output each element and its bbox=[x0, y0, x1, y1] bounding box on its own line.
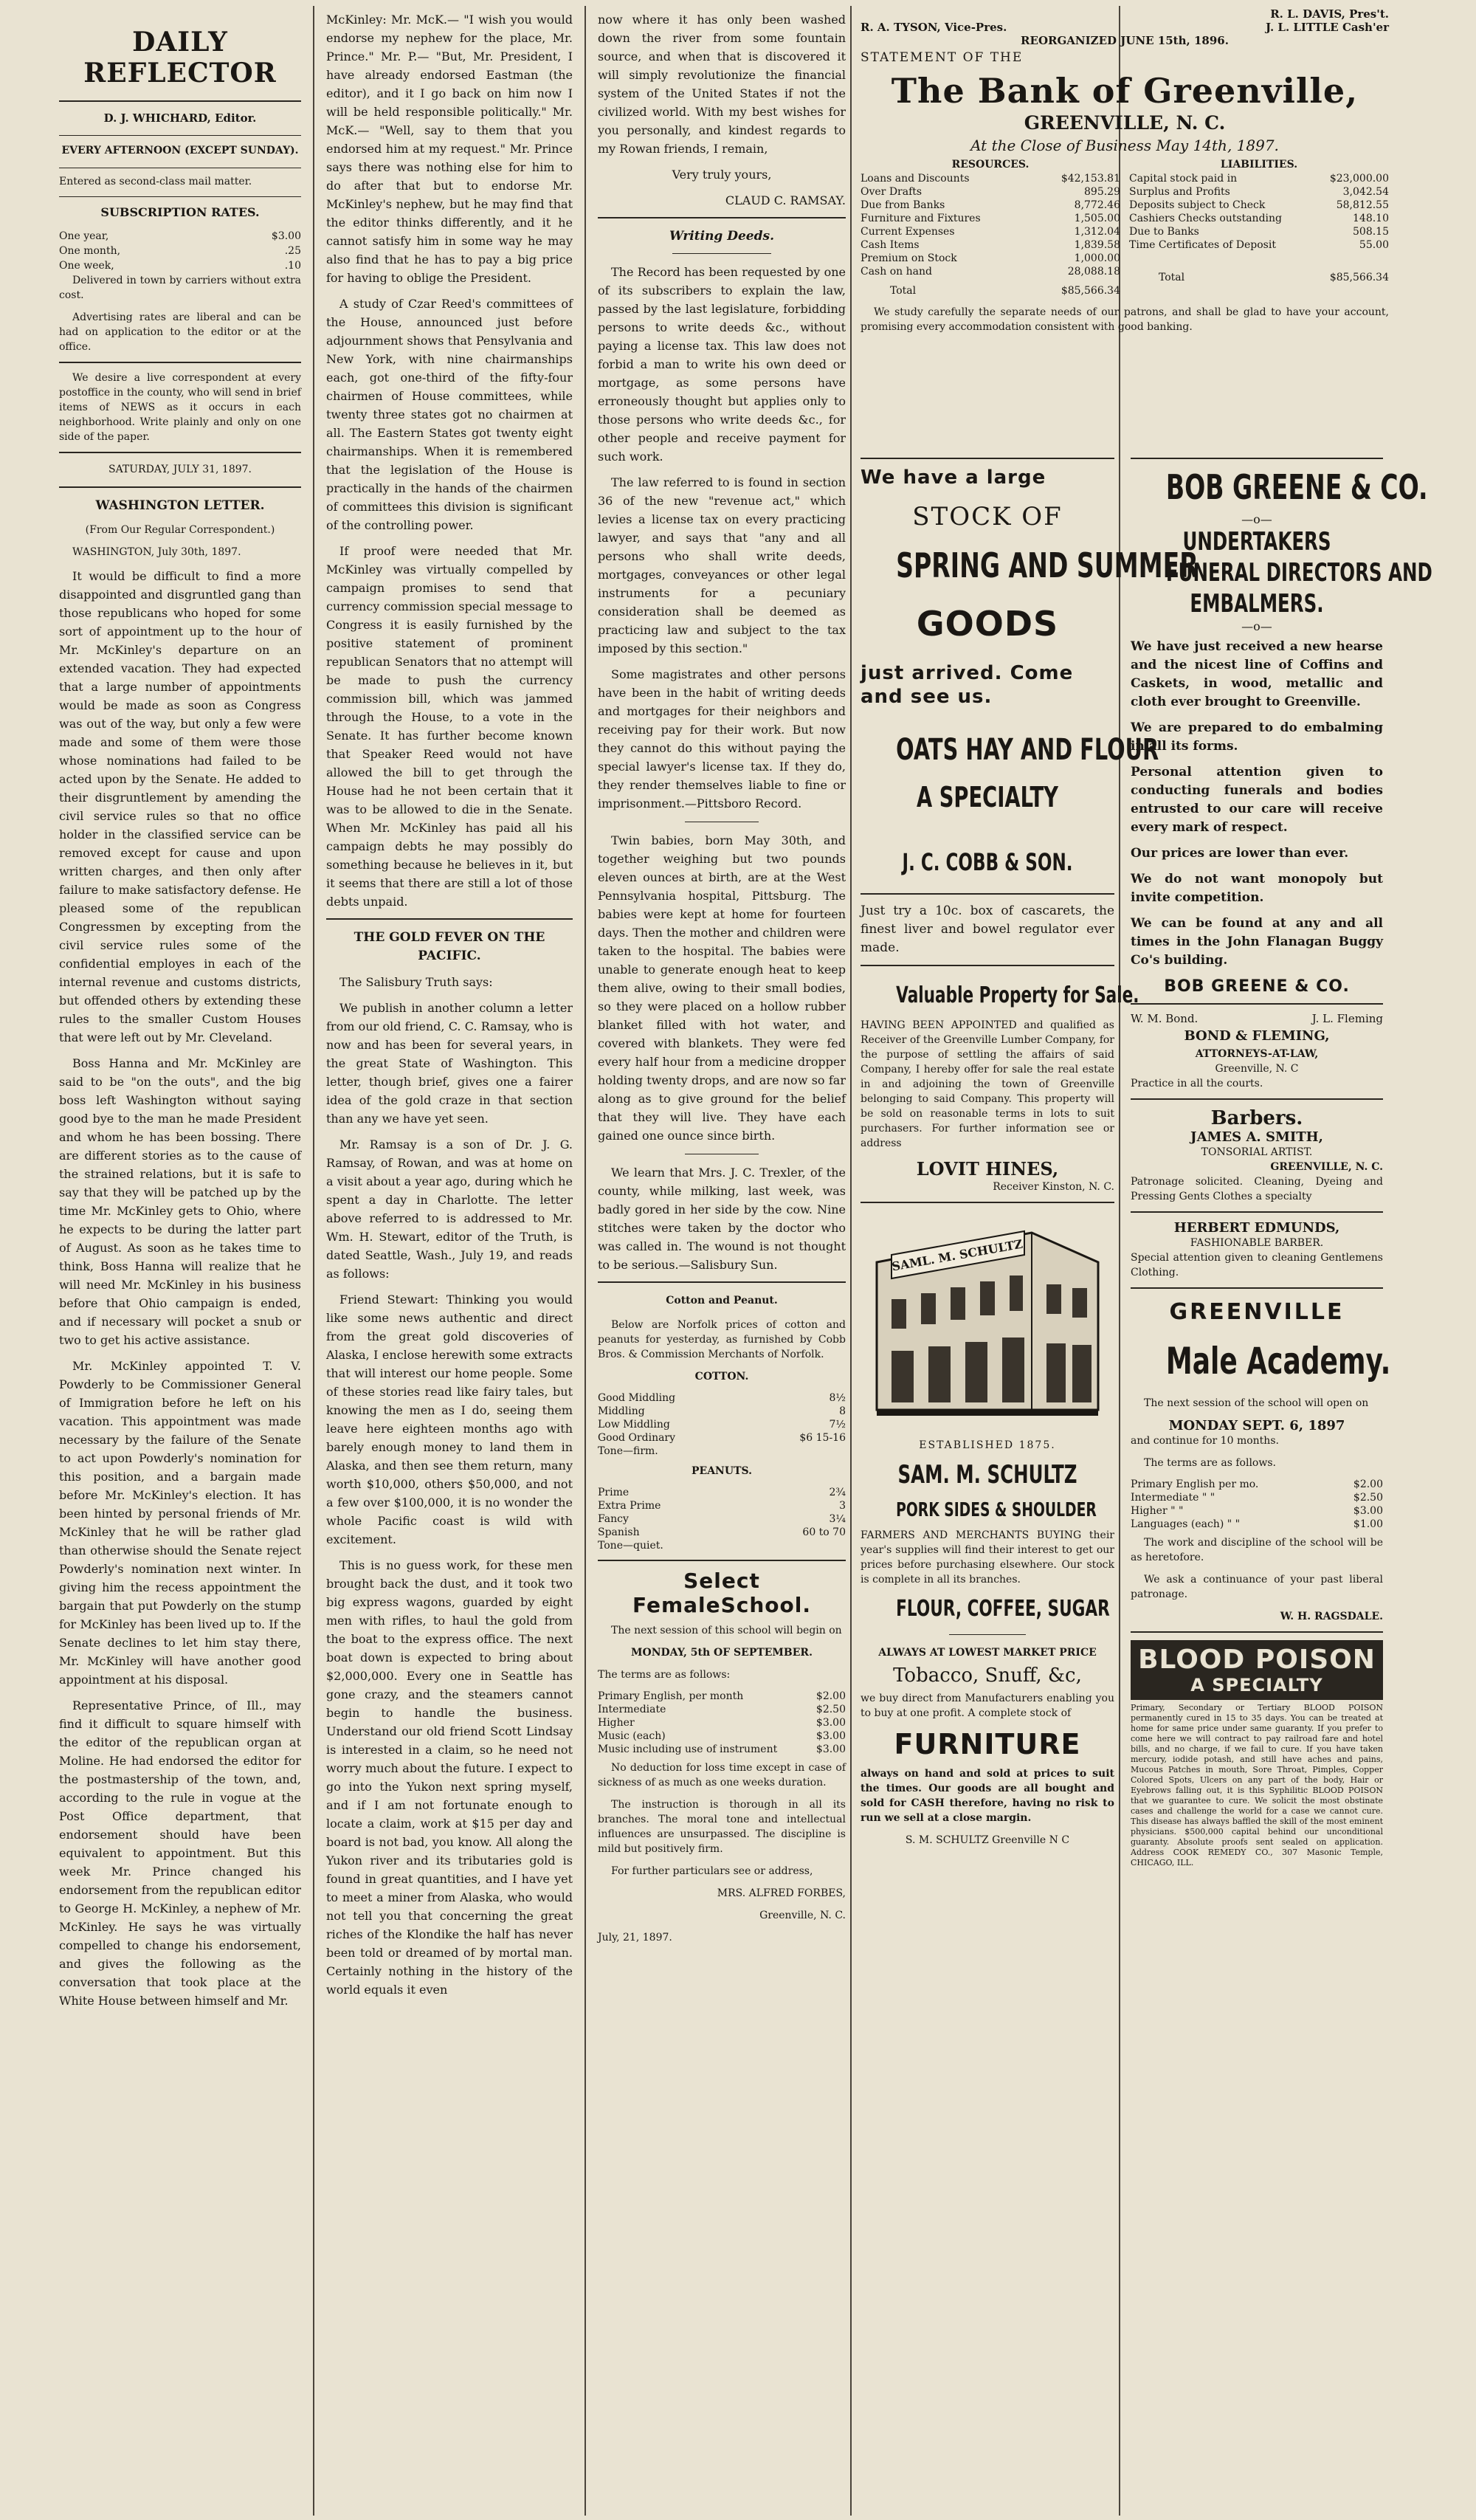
cobb-arrived: just arrived. Come and see us. bbox=[861, 662, 1074, 708]
bond-name: W. M. Bond. bbox=[1131, 1012, 1199, 1025]
academy-town: GREENVILLE bbox=[1169, 1299, 1345, 1325]
schultz-name: SAM. M. SCHULTZ bbox=[897, 1460, 1077, 1490]
bond-title: ATTORNEYS-AT-LAW, bbox=[1195, 1048, 1319, 1060]
cascarets-ad: Just try a 10c. box of cascarets, the finest liver and bowel regulator ever made. bbox=[861, 903, 1114, 955]
article-paragraph: Representative Prince, of Ill., may find it difficult to square himself with the editor of the republican organ at Moline. He had endorsed the editor for the postmastership of the town, and, according to the rule in vogue at the Post Office department, that endorsement should have been equivalent to appointment. But this week Mr. Prince changed his endorsement from the republican editor to George H. McKinley, a nephew of Mr. McKinley. He says he was virtually compelled to change his endorsement, and gives the following as the conversation that took place at the White House between himself and Mr. bbox=[59, 1698, 301, 2008]
statement-of: STATEMENT OF THE bbox=[861, 50, 1024, 65]
masthead: DAILY REFLECTOR bbox=[83, 27, 277, 89]
article-paragraph: We publish in another column a letter from our old friend, C. C. Ramsay, who is now and has been for several years, in the great State of Washington. This letter, though brief, gives one a fairer idea of the gold craze in that section than any we have yet seen. bbox=[326, 1001, 573, 1126]
column-3 bbox=[587, 0, 856, 2520]
edmunds-body: Special attention given to cleaning Gentlemens Clothing. bbox=[1131, 1252, 1383, 1278]
bond-place: Greenville, N. C bbox=[1215, 1063, 1299, 1075]
bob-paragraph: We are prepared to do embalming in all its forms. bbox=[1131, 720, 1383, 754]
school-intro: The next session of this school will begin on bbox=[611, 1625, 842, 1636]
bob-paragraph: We can be found at any and all times in the John Flanagan Buggy Co's building. bbox=[1131, 916, 1383, 968]
school-note: No deduction for loss time except in case of sickness of as much as one weeks duration. bbox=[598, 1762, 846, 1789]
school-date: MONDAY, 5th OF SEPTEMBER. bbox=[631, 1647, 813, 1659]
article-paragraph: Friend Stewart: Thinking you would like some news authentic and direct from the great gold discoveries of Alaska, I enclose herewith some extracts that will interest our home people. Some of these stories read like fairy tales, but knowing the men as I do, seeing them leave here eighteen months ago with barely enough money to land them in Alaska, and then see them return, many worth $10,000, others $50,000, and not a few over $100,000, it is no wonder the whole Pacific coast is wild with excitement. bbox=[326, 1292, 573, 1546]
article-paragraph: McKinley: Mr. McK.— "I wish you would endorse my nephew for the place, Mr. Prince." Mr. P.— "But, Mr. President, I have already endorsed Eastman (the editor), and it I go back on him now I will be held responsible politically." Mr. McK.— "Well, say to them that you endorsed him at my request." Mr. Prince says there was nothing else for him to do after that but to endorse Mr. McKinley's nephew, but he may find that the editor thinks differently, and it he cannot satisfy him in some way he may also find that he has to pay a big price for having to oblige the President. bbox=[326, 13, 573, 285]
furniture-heading: FURNITURE bbox=[894, 1728, 1081, 1760]
bond-firm: BOND & FLEMING, bbox=[1184, 1028, 1330, 1044]
bob-signature: BOB GREENE & CO. bbox=[1164, 977, 1350, 996]
lowest-price-line: ALWAYS AT LOWEST MARKET PRICE bbox=[878, 1647, 1097, 1659]
article-paragraph: Mr. Ramsay is a son of Dr. J. G. Ramsay, of Rowan, and was at home on a visit about a year ago, during which he spent a day in Charlotte. The letter above referred to is addressed to Mr. Wm. H. Stewart, editor of the Truth, is dated Seattle, Wash., July 19, and reads as follows: bbox=[326, 1137, 573, 1281]
school-terms-table bbox=[598, 1690, 846, 1756]
academy-continue: and continue for 10 months. bbox=[1131, 1435, 1279, 1447]
liability-row: Capital stock paid in $23,000.00 bbox=[1129, 173, 1389, 185]
column-1 bbox=[49, 0, 311, 2520]
bank-officer-vp: R. A. TYSON, Vice-Pres. bbox=[861, 21, 1007, 34]
cobb-name: J. C. COBB & SON. bbox=[902, 848, 1073, 876]
flour-line: FLOUR, COFFEE, SUGAR bbox=[896, 1596, 1110, 1622]
resource-row: Cash on hand 28,088.18 bbox=[861, 266, 1120, 278]
rates-note: Delivered in town by carriers without extra cost. bbox=[59, 275, 301, 301]
cotton-row: Tone—firm. bbox=[598, 1445, 658, 1457]
market-title: Cotton and Peanut. bbox=[666, 1295, 778, 1307]
letter-closing: Very truly yours, bbox=[672, 168, 772, 182]
cotton-label: COTTON. bbox=[694, 1371, 749, 1383]
peanut-row: Prime 2¾ bbox=[598, 1487, 846, 1498]
resource-row: Current Expenses 1,312.04 bbox=[861, 226, 1120, 238]
article-paragraph: Boss Hanna and Mr. McKinley are said to be "on the outs", and the big boss left Washington without saying good bye to the man he made President and whom he has been bossing. There are different stories as to the cause of the strained relations, but it is safe to say that they will be patched up by the time Mr. McKinley gets to Ohio, where he expects to be during the latter part of August. As soon as he takes time to think, Boss Hanna will realize that he will need Mr. McKinley in his business before that Ohio campaign is ended, and if necessary will pocket a snub or two to get his active assistance. bbox=[59, 1056, 301, 1347]
academy-terms-label: The terms are as follows. bbox=[1144, 1457, 1276, 1469]
cotton-row: Low Middling 7½ bbox=[598, 1419, 846, 1431]
column-5: BOB GREENE & CO. —o— UNDERTAKERS FUNERAL DIRECTORS AND EMBALMERS. —o— We have just received a new hearse and the nicest line of Coffins and Caskets, in wood, metallic and cloth ever brought to Greenville. We are prepared to do embalming in all its forms. Personal attention given to conducting funerals and bodies entrusted to our care will receive every mark of respect. Our prices are lower than ever. We do not want monopoly but invite competition. We can be found at any and all times in the John Flanagan Buggy Co's building. BOB GREENE & CO. W. M. Bond. J. L. Fleming BOND & FLEMING, ATTORNEYS-AT-LAW, Greenville, N. C Practice in all the courts. Barbers. JAMES A. SMITH, TONSORIAL ARTIST. GREENVILLE, N. C. Patronage solicited. Cleaning, Dyeing and Pressing Gents Clothes a specialty HERBERT EDMUNDS, FASHIONABLE BARBER. Special attention given to cleaning Gentlemens Clothing. GREENVILLE Male Academy. The next session of the school will open on MONDAY SEPT. 6, 1897 and continue for 10 months. The terms are as follows. Primary English per mo. $2.00 Intermediate " " $2.50 Higher " " $3.00 Languages (each) " " $1.00 The work and discipline of the school will be as heretofore. We ask a continuance of your past liberal patronage. W. H. RAGSDALE. BLOOD POISON A SPECIALTY Primary, Secondary or Tertiary BLOOD POISON permanently cured in 15 to 35 days. You can be treated at home for same price under same guaranty. If you prefer to come here we will contract to pay railroad fare and hotel bills, and no charge, if we fail to cure. If you have taken mercury, iodide potash, and still have aches and pains, Mucous Patches in mouth, Sore Throat, Pimples, Copper Colored Spots, Ulcers on any part of the body, Hair or Eyebrows falling out, it is this Syphilitic BLOOD POISON that we guarantee to cure. We solicit the most obstinate cases and challenge the world for a case we cannot cure. This disease has always baffled the skill of the most eminent physicians. $500,000 capital behind our unconditional guaranty. Absolute proofs sent sealed on application. Address COOK REMEDY CO., 307 Masonic Temple, CHICAGO, ILL. bbox=[1120, 440, 1393, 2520]
peanut-row: Fancy 3¼ bbox=[598, 1513, 846, 1525]
cobb-lead: We have a large bbox=[861, 467, 1046, 489]
column-rule bbox=[313, 6, 314, 2516]
article-paragraph: The Record has been requested by one of its subscribers to explain the law, passed by the last legislature, forbidding persons to write deeds &c., without paying a license tax. This law does not forbid a man to write his own deed or mortgage, as some persons have erroneously thought but applies only to those persons who write deeds &c., for other people and receive payment for such work. bbox=[598, 265, 846, 464]
bank-date: At the Close of Business May 14th, 1897. bbox=[970, 137, 1279, 154]
article-paragraph: Some magistrates and other persons have been in the habit of writing deeds and mortgages for their neighbors and receiving pay for their work. But now they cannot do this without paying the special lawyer's license tax. If they do, they render themselves liable to fine or imprisonment.—Pittsboro Record. bbox=[598, 667, 846, 810]
furniture-signature: S. M. SCHULTZ Greenville N C bbox=[905, 1834, 1070, 1846]
school-terms-label: The terms are as follows: bbox=[598, 1669, 731, 1681]
sale-signature-place: Receiver Kinston, N. C. bbox=[993, 1181, 1114, 1193]
liabilities-table bbox=[1129, 172, 1389, 284]
cobb-goods: GOODS bbox=[916, 604, 1059, 644]
article-source: (From Our Regular Correspondent.) bbox=[85, 524, 275, 536]
sale-title: Valuable Property for Sale. bbox=[896, 982, 1139, 1008]
school-signature: MRS. ALFRED FORBES, bbox=[717, 1887, 846, 1899]
academy-name: Male Academy. bbox=[1165, 1340, 1391, 1383]
bank-reorganized: REORGANIZED JUNE 15th, 1896. bbox=[1021, 34, 1229, 47]
resource-row: Loans and Discounts $42,153.81 bbox=[861, 173, 1120, 185]
edmunds-name: HERBERT EDMUNDS, bbox=[1173, 1220, 1340, 1236]
farmers-text: FARMERS AND MERCHANTS BUYING their year's supplies will find their interest to get our prices before purchasing elsewhere. Our stock is complete in all its branches. bbox=[861, 1529, 1114, 1586]
resource-row: Cash Items 1,839.58 bbox=[861, 239, 1120, 251]
academy-intro: The next session of the school will open on bbox=[1144, 1397, 1369, 1409]
rate-row: One week, .10 bbox=[59, 260, 301, 272]
bob-sub-3: EMBALMERS. bbox=[1190, 589, 1324, 619]
correspondent-notice: We desire a live correspondent at every postoffice in the county, who will send in brief items of NEWS as it occurs in each neighborhood. Write plainly and only on one side of the paper. bbox=[59, 372, 301, 443]
cotton-row: Good Middling 8½ bbox=[598, 1392, 846, 1404]
terms-row: Music including use of instrument $3.00 bbox=[598, 1743, 846, 1755]
article-dateline: WASHINGTON, July 30th, 1897. bbox=[72, 546, 241, 558]
peanut-table bbox=[598, 1486, 846, 1552]
peanut-label: PEANUTS. bbox=[692, 1465, 752, 1477]
bank-note: We study carefully the separate needs of our patrons, and shall be glad to have your account, promising every accommodation consistent with good banking. bbox=[861, 306, 1389, 333]
smith-title: TONSORIAL ARTIST. bbox=[1201, 1146, 1313, 1158]
resource-row: Furniture and Fixtures 1,505.00 bbox=[861, 213, 1120, 224]
cotton-table bbox=[598, 1391, 846, 1458]
resources-table bbox=[861, 172, 1120, 297]
resource-total-row: Total $85,566.34 bbox=[890, 285, 1120, 297]
bob-paragraph: Personal attention given to conducting funerals and bodies entrusted to our care will receive every mark of respect. bbox=[1131, 765, 1383, 835]
tobacco-line: Tobacco, Snuff, &c, bbox=[893, 1664, 1082, 1687]
cobb-oats: OATS HAY AND FLOUR bbox=[896, 733, 1159, 767]
rate-row: One year, $3.00 bbox=[59, 230, 301, 242]
article-title: WASHINGTON LETTER. bbox=[95, 498, 265, 513]
article-paragraph: now where it has only been washed down the river from some fountain source, and when that is discovered it will simply revolutionize the financial system of the United States if not the civilized world. With my best wishes for you personally, and kindest regards to my Rowan friends, I remain, bbox=[598, 13, 846, 156]
bob-sub-1: UNDERTAKERS bbox=[1182, 527, 1331, 557]
article-title: Writing Deeds. bbox=[669, 229, 774, 244]
building-sign-text: SAML. M. SCHULTZ bbox=[890, 1236, 1024, 1274]
academy-work: The work and discipline of the school will be as heretofore. bbox=[1131, 1537, 1383, 1563]
terms-row: Higher $3.00 bbox=[598, 1717, 846, 1729]
resource-row: Due from Banks 8,772.46 bbox=[861, 199, 1120, 211]
resource-row: Premium on Stock 1,000.00 bbox=[861, 252, 1120, 264]
school-ad-title: Select FemaleSchool. bbox=[632, 1569, 812, 1617]
article-paragraph: A study of Czar Reed's committees of the House, announced just before adjournment shows that Pensylvania and New York, with nine chairmanships each, got one-third of the fifty-four chairmen of House committees, while twenty three states got no chairmen at all. The Eastern States got twenty eight chairmanships. When it is remembered that the legislation of the House is practically in the hands of the chairmen of committees this division is significant of the controlling power. bbox=[326, 297, 573, 532]
column-2 bbox=[316, 0, 583, 2520]
terms-row: Primary English, per month $2.00 bbox=[598, 1690, 846, 1702]
article-paragraph: Mr. McKinley appointed T. V. Powderly to be Commissioner General of Immigration before he left on his vacation. This appointment was made necessary by the failure of the Senate to act upon Powderly's nomination for this position, and a bargain made before Mr. McKinley's election. It has been hinted by personal friends of Mr. McKinley that he will be rather glad than otherwise should the Senate reject Powderly's nomination next winter. In giving him the recess appointment the bargain that put Powderly on the stump for McKinley has been lived up to. If the Senate declines to let him stay there, Mr. McKinley will have another good appointment at his disposal. bbox=[59, 1359, 301, 1687]
article-paragraph: If proof were needed that Mr. McKinley was virtually compelled by campaign promises to send that currency commission special message to Congress it is easily furnished by the positive statement of prominent republican Senators that no attempt will be made to push the currency commission bill, which was jammed through the House, to a vote in the Senate. It has further become known that Speaker Reed would not have allowed the bill to get through the House had he not been certain that it was to be allowed to die in the Senate. When Mr. McKinley has paid all his campaign debts he may possibly do something because he believes in it, but it seems that there are still a lot of those debts unpaid. bbox=[326, 544, 573, 909]
academy-signature: W. H. RAGSDALE. bbox=[1280, 1611, 1383, 1622]
school-note: The instruction is thorough in all its branches. The moral tone and intellectual influences are unsurpassed. The discipline is mild but positively firm. bbox=[598, 1799, 846, 1855]
cobb-spring-summer: SPRING AND SUMMER bbox=[896, 545, 1199, 585]
bank-officer-cashier: J. L. LITTLE Cash'er bbox=[1266, 21, 1389, 34]
terms-row: Intermediate $2.50 bbox=[598, 1704, 846, 1715]
edmunds-title: FASHIONABLE BARBER. bbox=[1190, 1237, 1324, 1249]
buy-direct-text: we buy direct from Manufacturers enabling you to buy at one profit. A complete stock of bbox=[861, 1693, 1114, 1719]
column-rule bbox=[584, 6, 586, 2516]
bob-sub-2: FUNERAL DIRECTORS AND bbox=[1165, 558, 1432, 588]
bond-practice: Practice in all the courts. bbox=[1131, 1078, 1263, 1089]
rates-note: Advertising rates are liberal and can be had on application to the editor or at the office. bbox=[59, 311, 301, 353]
entered-line: Entered as second-class mail matter. bbox=[59, 176, 252, 187]
established-line: ESTABLISHED 1875. bbox=[919, 1439, 1056, 1451]
article-title: THE GOLD FEVER ON THE PACIFIC. bbox=[354, 930, 545, 963]
news-item: Twin babies, born May 30th, and together weighing but two pounds eleven ounces at birth, are at the West Pennsylvania hospital, Pittsburg. The babies were kept at home for fourteen days. Then the mother and children were taken to the hospital. The babies were unable to generate enough heat to keep them alive, owing to their small bodies, so they were placed on a hollow rubber blanket filled with hot water, and covered with blankets. They were fed every half hour from a medicine dropper holding twenty drops, and are now so far along as to give ground for the belief that they will live. They have each gained one ounce since birth. bbox=[598, 833, 846, 1143]
store-building-illustration bbox=[861, 1211, 1114, 1432]
cobb-stock: STOCK OF bbox=[912, 502, 1063, 531]
terms-row: Higher " " $3.00 bbox=[1131, 1505, 1383, 1517]
school-signature-place: Greenville, N. C. bbox=[759, 1910, 846, 1921]
bank-statement bbox=[853, 0, 1396, 436]
liability-row: Time Certificates of Deposit 55.00 bbox=[1129, 239, 1389, 251]
furniture-note: always on hand and sold at prices to suit the times. Our goods are all bought and sold for CASH therefore, having no risk to run we sell at a close margin. bbox=[861, 1768, 1114, 1824]
cobb-specialty: A SPECIALTY bbox=[917, 781, 1058, 813]
smith-name: JAMES A. SMITH, bbox=[1190, 1129, 1323, 1145]
market-intro: Below are Norfolk prices of cotton and peanuts for yesterday, as furnished by Cobb Bros. & Commission Merchants of Norfolk. bbox=[598, 1319, 846, 1360]
liability-row: Due to Banks 508.15 bbox=[1129, 226, 1389, 238]
blood-poison-body: Primary, Secondary or Tertiary BLOOD POISON permanently cured in 15 to 35 days. You can be treated at home for same price under same guaranty. If you prefer to come here we will contract to pay railroad fare and hotel bills, and no charge, if we fail to cure. If you have taken mercury, iodide potash, and still have aches and pains, Mucous Patches in mouth, Sore Throat, Pimples, Copper Colored Spots, Ulcers on any part of the body, Hair or Eyebrows falling out, it is this Syphilitic BLOOD POISON that we guarantee to cure. We solicit the most obstinate cases and challenge the world for a case we cannot cure. This disease has always baffled the skill of the most eminent physicians. $500,000 capital behind our unconditional guaranty. Absolute proofs sent sealed on application. Address COOK REMEDY CO., 307 Masonic Temple, CHICAGO, ILL. bbox=[1131, 1703, 1383, 1867]
terms-row: Primary English per mo. $2.00 bbox=[1131, 1478, 1383, 1490]
bank-place: GREENVILLE, N. C. bbox=[1024, 112, 1226, 134]
barbers-heading: Barbers. bbox=[1210, 1107, 1303, 1129]
academy-date: MONDAY SEPT. 6, 1897 bbox=[1168, 1418, 1345, 1433]
rates-title: SUBSCRIPTION RATES. bbox=[100, 205, 260, 219]
academy-terms-table bbox=[1131, 1478, 1383, 1531]
liability-total-row: Total $85,566.34 bbox=[1159, 272, 1389, 283]
peanut-row: Extra Prime 3 bbox=[598, 1500, 846, 1512]
peanut-row: Spanish 60 to 70 bbox=[598, 1526, 846, 1538]
smith-body: Patronage solicited. Cleaning, Dyeing and Pressing Gents Clothes a specialty bbox=[1131, 1176, 1383, 1202]
terms-row: Languages (each) " " $1.00 bbox=[1131, 1518, 1383, 1530]
liability-row: Deposits subject to Check 58,812.55 bbox=[1129, 199, 1389, 211]
article-paragraph: It would be difficult to find a more disappointed and disgruntled gang than those republicans who hoped for some sort of appointment up to the hour of Mr. McKinley's departure on an extended vacation. They had expected that a large number of appointments would be made as soon as Congress was out of the way, but only a few were made and some of them were those whose nominations had failed to be acted upon by the Senate. He added to their disgruntlement by amending the civil service rules so that no office holder in the classified service can be removed except for cause and upon written charges, and then only after failure to make satisfactory defense. He pleased some of the republican Congressmen by excepting from the civil service rules some of the confidential employes in each of the internal revenue and customs districts, but offended others by extending these rules to the smaller Custom Houses that were left out by Mr. Cleveland. bbox=[59, 569, 301, 1044]
school-ad-date: July, 21, 1897. bbox=[598, 1932, 672, 1944]
article-paragraph: The law referred to is found in section 36 of the new "revenue act," which levies a license tax on every practicing lawyer, and says that "any and all persons who shall write deeds, mortgages, conveyances or other legal instruments for a pecuniary consideration shall be deemed as practicing law and subject to the tax imposed by this section." bbox=[598, 475, 846, 655]
smith-place: GREENVILLE, N. C. bbox=[1270, 1161, 1383, 1173]
letter-signature: CLAUD C. RAMSAY. bbox=[725, 193, 846, 207]
cotton-row: Middling 8 bbox=[598, 1405, 846, 1417]
rate-row: One month, .25 bbox=[59, 245, 301, 257]
liability-row: Surplus and Profits 3,042.54 bbox=[1129, 186, 1389, 198]
sale-body: HAVING BEEN APPOINTED and qualified as Receiver of the Greenville Lumber Company, for the purpose of settling the affairs of said Company, I hereby offer for sale the real estate in and adjoining the town of Greenville belonging to said Company. This property will be sold on reasonable terms in lots to suit purchasers. For further information see or address bbox=[861, 1019, 1114, 1149]
cotton-row: Good Ordinary $6 15-16 bbox=[598, 1432, 846, 1444]
blood-poison-sub: A SPECIALTY bbox=[1190, 1675, 1323, 1696]
bob-paragraph: Our prices are lower than ever. bbox=[1131, 846, 1349, 861]
peanut-row: Tone—quiet. bbox=[598, 1540, 663, 1552]
bank-officer-president: R. L. DAVIS, Pres't. bbox=[1270, 7, 1389, 21]
article-paragraph: The Salisbury Truth says: bbox=[339, 975, 493, 989]
liabilities-title: LIABILITIES. bbox=[1220, 159, 1298, 171]
academy-ask: We ask a continuance of your past liberal patronage. bbox=[1131, 1574, 1383, 1600]
blood-poison-title: BLOOD POISON bbox=[1138, 1645, 1376, 1675]
bob-paragraph: We have just received a new hearse and the nicest line of Coffins and Caskets, in wood, metallic and cloth ever brought to Greenville. bbox=[1131, 639, 1383, 709]
bob-paragraph: We do not want monopoly but invite competition. bbox=[1131, 872, 1383, 905]
terms-row: Music (each) $3.00 bbox=[598, 1730, 846, 1742]
rates-table bbox=[59, 229, 301, 273]
editor-line: D. J. WHICHARD, Editor. bbox=[103, 111, 257, 125]
resource-row: Over Drafts 895.29 bbox=[861, 186, 1120, 198]
school-note: For further particulars see or address, bbox=[611, 1865, 813, 1877]
liability-row: Cashiers Checks outstanding 148.10 bbox=[1129, 213, 1389, 224]
resources-title: RESOURCES. bbox=[951, 159, 1030, 171]
fleming-name: J. L. Fleming bbox=[1311, 1012, 1383, 1025]
terms-row: Intermediate " " $2.50 bbox=[1131, 1492, 1383, 1504]
news-item: We learn that Mrs. J. C. Trexler, of the county, while milking, last week, was badly gored in her side by the cow. Nine stitches were taken by the doctor who was called in. The wound is not thought to be serious.—Salisbury Sun. bbox=[598, 1166, 846, 1272]
schedule-line: EVERY AFTERNOON (EXCEPT SUNDAY). bbox=[61, 145, 299, 156]
bank-name: The Bank of Greenville, bbox=[891, 71, 1359, 111]
sale-signature: LOVIT HINES, bbox=[916, 1158, 1059, 1180]
bob-greene-title: BOB GREENE & CO. bbox=[1165, 467, 1428, 507]
dateline: SATURDAY, JULY 31, 1897. bbox=[108, 464, 252, 475]
pork-line: PORK SIDES & SHOULDER bbox=[896, 1499, 1097, 1521]
article-paragraph: This is no guess work, for these men brought back the dust, and it took two big express wagons, guarded by eight men with rifles, to haul the gold from the boat to the express office. The next boat down is expected to bring about $2,000,000. Every one in Seattle has gone crazy, and the steamers cannot begin to handle the business. Understand our old friend Scott Lindsay is interested in a claim, so he need not worry much about the future. I expect to go into the Yukon next spring myself, and if I am not fortunate enough to locate a claim, work at $15 per day and board is not bad, you know. All along the Yukon river and its tributaries gold is found in great quantities, and I have yet to meet a miner from Alaska, who would not tell you that concerning the great riches of the Klondike the half has never been told or dreamed of by mortal man. Certainly nothing in the history of the world equals it even bbox=[326, 1558, 573, 1997]
